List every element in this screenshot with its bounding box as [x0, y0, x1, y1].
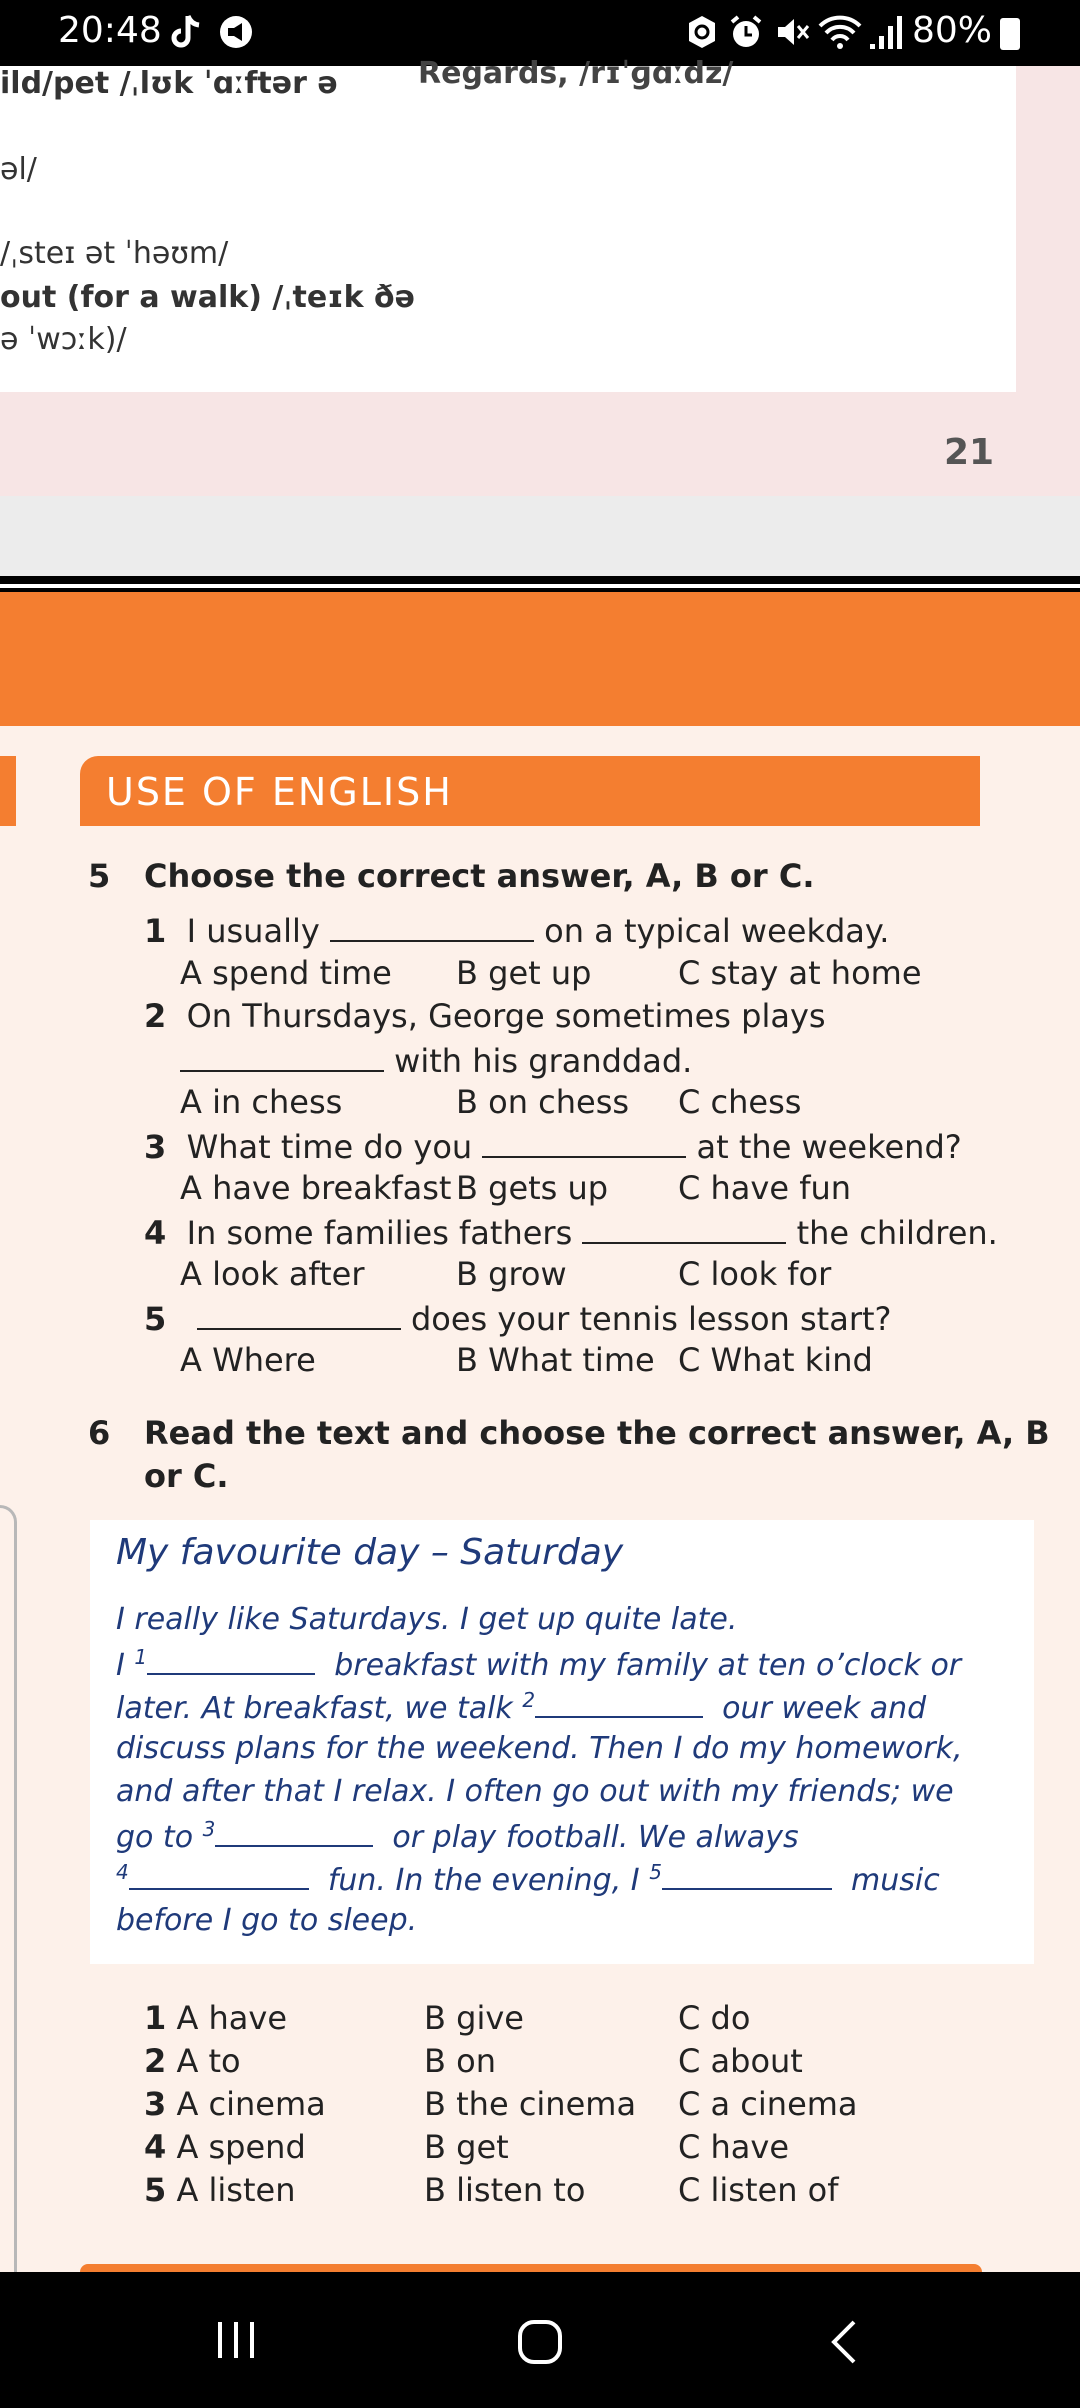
notification-icon	[218, 14, 254, 50]
option-c: C about	[678, 2042, 803, 2080]
next-section-edge	[80, 2264, 982, 2272]
question-2-continued: with his granddad.	[180, 1040, 692, 1080]
option-c: C a cinema	[678, 2085, 858, 2123]
reading-line: I really like Saturdays. I get up quite late.	[116, 1602, 738, 1637]
answer-row: 1 A have	[144, 1999, 288, 2037]
section-banner	[80, 756, 980, 826]
answer-row: 5 A listen	[144, 2171, 296, 2209]
option-c: C What kind	[678, 1341, 873, 1379]
side-tab	[0, 756, 16, 826]
status-time: 20:48	[58, 10, 162, 51]
answer-blank[interactable]	[482, 1126, 686, 1158]
question-1: 1 I usually on a typical weekday.	[144, 912, 890, 950]
option-c: C listen of	[678, 2171, 839, 2209]
signal-icon	[868, 14, 908, 50]
option-b: B get up	[456, 954, 592, 992]
previous-page-vocab-box	[0, 66, 1016, 392]
option-b: B the cinema	[424, 2085, 637, 2123]
exercise-title: Choose the correct answer, A, B or C.	[144, 857, 815, 895]
answer-row: 4 A spend	[144, 2128, 306, 2166]
reading-line: go to $^3$ or play football. We always	[116, 1817, 799, 1855]
mute-icon	[774, 14, 810, 50]
reading-line: I $^1$ breakfast with my family at ten o’clock or	[116, 1645, 962, 1683]
answer-row: 3 A cinema	[144, 2085, 326, 2123]
reading-line: $^4$ fun. In the evening, I $^5$ music	[116, 1860, 940, 1898]
battery-icon	[1000, 18, 1020, 50]
vocab-regards: Regards, /rɪˈɡɑːdz/	[418, 56, 734, 91]
recent-apps-icon[interactable]	[214, 2318, 258, 2362]
option-b: B give	[424, 1999, 524, 2037]
section-title: USE OF ENGLISH	[106, 770, 453, 814]
gap-blank[interactable]	[147, 1647, 315, 1675]
gap-blank[interactable]	[129, 1862, 309, 1890]
margin-bracket	[0, 1505, 17, 2278]
option-b: B get	[424, 2128, 509, 2166]
exercise-number: 6	[88, 1414, 111, 1452]
option-c: C stay at home	[678, 954, 922, 992]
answer-blank[interactable]	[197, 1298, 401, 1330]
option-b: B gets up	[456, 1169, 609, 1207]
home-icon[interactable]	[516, 2318, 564, 2366]
question-5: 5 does your tennis lesson start?	[144, 1300, 892, 1338]
option-a: A Where	[180, 1341, 316, 1379]
battery-percent: 80%	[912, 10, 993, 51]
tiktok-icon	[168, 12, 208, 52]
exercise-number: 5	[88, 857, 111, 895]
option-a: A look after	[180, 1255, 365, 1293]
option-b: B grow	[456, 1255, 567, 1293]
option-c: C do	[678, 1999, 751, 2037]
alarm-icon	[728, 14, 764, 50]
option-c: C have fun	[678, 1169, 852, 1207]
exercise-title: Read the text and choose the correct answer, A, B	[144, 1414, 1050, 1452]
question-2: 2 On Thursdays, George sometimes plays	[144, 997, 826, 1035]
page-gap	[0, 496, 1080, 576]
answer-row: 2 A to	[144, 2042, 241, 2080]
question-4: 4 In some families fathers the children.	[144, 1214, 998, 1252]
gap-blank[interactable]	[662, 1862, 832, 1890]
vocab-line: out (for a walk) /ˌteɪk ðə	[0, 280, 415, 315]
option-b: B on chess	[456, 1083, 630, 1121]
option-b: B listen to	[424, 2171, 586, 2209]
gap-blank[interactable]	[535, 1690, 703, 1718]
page-number: 21	[944, 432, 995, 473]
answer-blank[interactable]	[330, 910, 534, 942]
reading-line: and after that I relax. I often go out with my friends; we	[116, 1774, 954, 1809]
reading-line: discuss plans for the weekend. Then I do my homework,	[116, 1731, 963, 1766]
answer-blank[interactable]	[582, 1212, 786, 1244]
reading-line: later. At breakfast, we talk $^2$ our week and	[116, 1688, 927, 1726]
option-a: A spend time	[180, 954, 392, 992]
option-a: A have breakfast	[180, 1169, 452, 1207]
option-c: C have	[678, 2128, 790, 2166]
reading-line: before I go to sleep.	[116, 1903, 418, 1938]
back-icon[interactable]	[826, 2318, 862, 2366]
question-3: 3 What time do you at the weekend?	[144, 1128, 962, 1166]
option-a: A in chess	[180, 1083, 343, 1121]
vocab-line: ə ˈwɔːk)/	[0, 322, 127, 357]
option-c: C chess	[678, 1083, 802, 1121]
option-b: B What time	[456, 1341, 655, 1379]
page-divider	[0, 576, 1080, 584]
vocab-line: /ˌsteɪ ət ˈhəʊm/	[0, 236, 229, 271]
gap-blank[interactable]	[215, 1819, 373, 1847]
answer-blank[interactable]	[180, 1040, 384, 1072]
sync-icon	[686, 14, 718, 50]
exercise-title-continued: or C.	[144, 1457, 229, 1495]
wifi-icon	[818, 12, 862, 52]
reading-title: My favourite day – Saturday	[116, 1532, 624, 1573]
vocab-line: əl/	[0, 152, 37, 187]
option-b: B on	[424, 2042, 496, 2080]
option-c: C look for	[678, 1255, 832, 1293]
navigation-bar	[0, 2272, 1080, 2408]
vocab-line: ild/pet /ˌlʊk ˈɑːftər ə	[0, 66, 338, 101]
page-header-band	[0, 592, 1080, 726]
